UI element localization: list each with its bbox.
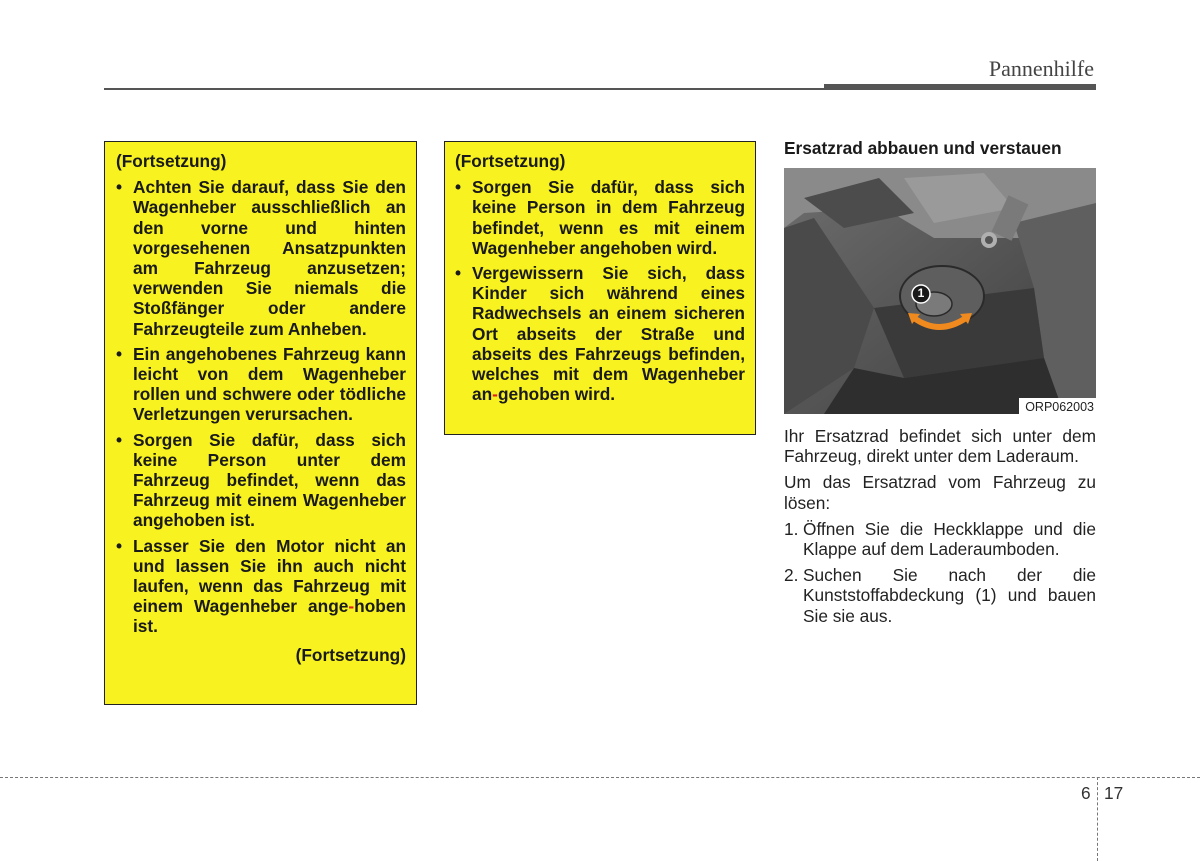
page-header-title: Pannenhilfe bbox=[988, 56, 1094, 81]
right-column bbox=[784, 138, 1096, 632]
warning-item: • Lasser Sie den Motor nicht an und lassen Sie ihn auch nicht laufen, wenn das Fahrzeug mit einem Wagenheber ange-hoben ist. bbox=[116, 536, 406, 637]
warning-list bbox=[116, 177, 406, 636]
warning-continued-head: (Fortsetzung) bbox=[455, 151, 566, 171]
callout-number: 1 bbox=[917, 286, 925, 300]
chapter-number: 6 bbox=[1081, 783, 1091, 803]
warning-continued-tail: (Fortsetzung) bbox=[295, 644, 406, 665]
warning-item: • Sorgen Sie dafür, dass sich keine Person in dem Fahrzeug befindet, wenn es mit einem Wagenheber angehoben wird. bbox=[455, 177, 745, 258]
warning-continued-head: (Fortsetzung) bbox=[116, 151, 227, 171]
warning-item: • Achten Sie darauf, dass Sie den Wagenheber ausschließlich an den vorne und hinten vorgesehenen Ansatzpunkten am Fahrzeug anzusetzen; verwenden Sie niemals die Stoßfänger oder andere Fahrzeugteile zum Anheben. bbox=[116, 177, 406, 339]
warning-list bbox=[455, 177, 745, 404]
header-rule-thin bbox=[104, 88, 824, 90]
warning-box-middle bbox=[444, 141, 756, 435]
footer-dashed-rule bbox=[0, 777, 1200, 778]
trunk-floor-illustration bbox=[784, 168, 1096, 414]
warning-item: • Vergewissern Sie sich, dass Kinder sich während eines Radwechsels an einem sicheren Ort abseits der Straße und abseits des Fahrzeugs befinden, welches mit dem Wagenheber an-gehoben wird. bbox=[455, 263, 745, 404]
warning-item: • Ein angehobenes Fahrzeug kann leicht von dem Wagenheber rollen und schwere oder tödliche Verletzungen verursachen. bbox=[116, 344, 406, 425]
step-item: 1. Öffnen Sie die Heckklappe und die Klappe auf dem Laderaumboden. bbox=[784, 518, 1096, 560]
spare-tire-photo bbox=[784, 168, 1096, 414]
figure-code: ORP062003 bbox=[1019, 398, 1096, 414]
warning-item: • Sorgen Sie dafür, dass sich keine Person unter dem Fahrzeug befindet, wenn das Fahrzeug mit einem Wagenheber angehoben ist. bbox=[116, 430, 406, 531]
section-body bbox=[784, 426, 1096, 626]
step-item: 2. Suchen Sie nach der die Kunststoffabdeckung (1) und bauen Sie sie aus. bbox=[784, 565, 1096, 626]
paragraph: Um das Ersatzrad vom Fahrzeug zu lösen: bbox=[784, 472, 1096, 513]
header-rule-thick bbox=[824, 84, 1096, 90]
footer-dashed-divider bbox=[1097, 777, 1098, 861]
page-number: 17 bbox=[1104, 783, 1124, 803]
warning-box-left bbox=[104, 141, 417, 705]
steps-list bbox=[784, 519, 1096, 626]
section-title: Ersatzrad abbauen und verstauen bbox=[784, 138, 1062, 158]
paragraph: Ihr Ersatzrad befindet sich unter dem Fahrzeug, direkt unter dem Laderaum. bbox=[784, 426, 1096, 467]
